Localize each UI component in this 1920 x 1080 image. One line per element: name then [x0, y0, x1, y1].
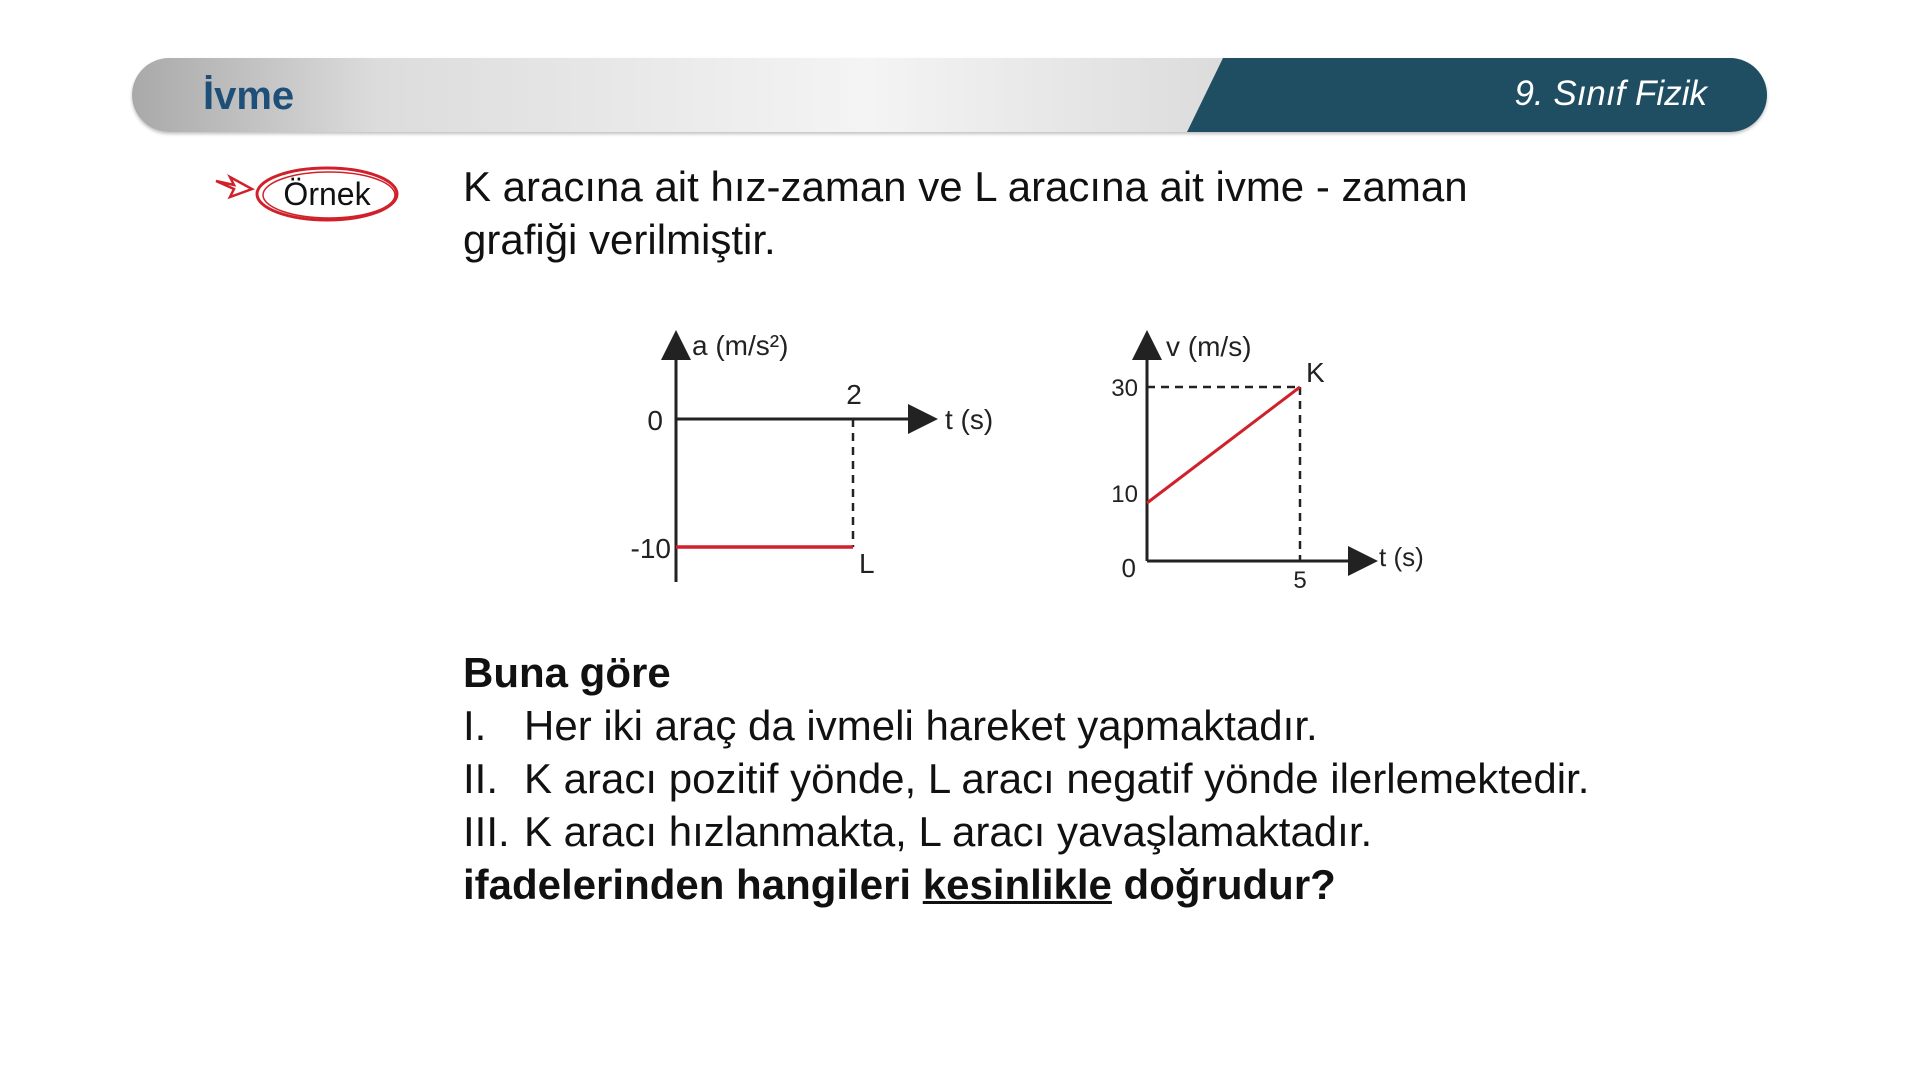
- series-line-K: [1147, 387, 1300, 503]
- y-tick-label: -10: [630, 533, 671, 564]
- closing-emphasis: kesinlikle: [922, 861, 1112, 908]
- item-number: III.: [463, 808, 510, 855]
- y-tick-label: 10: [1111, 481, 1138, 508]
- statement-item: [463, 752, 1589, 805]
- item-text: Her iki araç da ivmeli hareket yapmaktadır.: [524, 702, 1318, 749]
- intro-text: Buna göre: [463, 649, 671, 696]
- item-number: I.: [463, 702, 487, 749]
- velocity-time-chart: [1111, 331, 1423, 594]
- question-line-2: grafiği verilmiştir.: [463, 216, 776, 263]
- question-line-1: K aracına ait hız-zaman ve L aracına ait ivme - zaman: [463, 163, 1468, 210]
- course-label: 9. Sınıf Fizik: [1514, 74, 1707, 113]
- closing-pre: ifadelerinden hangileri: [463, 861, 923, 908]
- x-axis-label: t (s): [1379, 542, 1424, 572]
- acceleration-time-chart: [631, 330, 994, 582]
- curve-label-K: K: [1306, 357, 1325, 388]
- item-text: K aracı hızlanmakta, L aracı yavaşlamaktadır.: [524, 808, 1373, 855]
- closing-post: doğrudur?: [1111, 861, 1336, 908]
- y-tick-label: 0: [1121, 553, 1136, 583]
- closing-question: [463, 858, 1589, 911]
- curve-label-L: L: [859, 548, 875, 579]
- x-axis-label: t (s): [945, 404, 994, 435]
- item-number: II.: [463, 755, 499, 802]
- y-axis-label: a (m/s²): [692, 330, 789, 361]
- x-tick-label: 2: [846, 379, 862, 410]
- y-tick-label: 30: [1111, 375, 1138, 402]
- y-tick-label: 0: [647, 405, 663, 436]
- statements: [463, 646, 1589, 911]
- item-text: K aracı pozitif yönde, L aracı negatif yönde ilerlemektedir.: [524, 755, 1590, 802]
- statement-item: [463, 805, 1589, 858]
- example-label: Örnek: [283, 176, 371, 212]
- topic-title: İvme: [203, 74, 295, 118]
- y-axis-label: v (m/s): [1166, 331, 1252, 362]
- statement-item: [463, 699, 1589, 752]
- x-tick-label: 5: [1293, 567, 1307, 594]
